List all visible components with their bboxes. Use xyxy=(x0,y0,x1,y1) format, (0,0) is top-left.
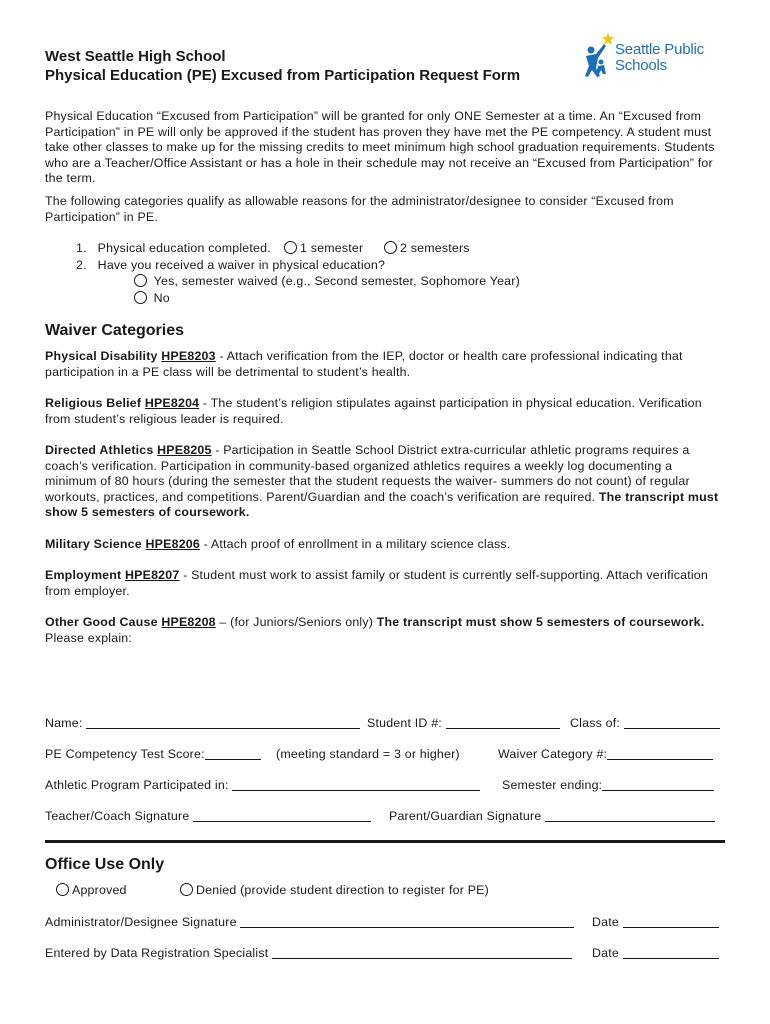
class-of-label: Class of: xyxy=(570,716,621,730)
waiver-name: Other Good Cause xyxy=(45,615,158,629)
waiver-name: Military Science xyxy=(45,537,142,551)
waiver-code: HPE8207 xyxy=(125,568,180,582)
admin-signature-field[interactable] xyxy=(45,915,574,929)
entered-date-field[interactable] xyxy=(592,946,719,960)
q1-option-1[interactable] xyxy=(284,241,363,255)
teacher-signature-label: Teacher/Coach Signature xyxy=(45,809,190,823)
waiver-name: Religious Belief xyxy=(45,396,142,410)
school-name: West Seattle High School xyxy=(45,48,226,65)
q2-option-no[interactable] xyxy=(134,291,170,305)
waiver-code: HPE8206 xyxy=(145,537,200,551)
parent-signature-line[interactable] xyxy=(545,821,715,822)
waiver-code: HPE8204 xyxy=(144,396,200,410)
semester-ending-field[interactable] xyxy=(502,778,714,792)
class-of-line[interactable] xyxy=(624,728,720,729)
radio-yes-waived[interactable] xyxy=(134,274,147,287)
pe-score-field[interactable] xyxy=(45,747,261,761)
question-1-text: Physical education completed. xyxy=(97,241,271,255)
waiver-text: - Attach verification from the IEP, doctor or health care professional indicating that participation in a PE class will be detrimental to student’s health. xyxy=(45,349,683,379)
intro-paragraph-1: Physical Education “Excused from Participation” will be granted for only ONE Semester at a time. An “Excused from Participation” in PE will only be approved if the student has proven they have met the PE competency. A student must take other classes to make up for the missing credits to meet minimum high school graduation requirements. Students who are a Teacher/Office Assistant or has a hole in their schedule may not receive an “Excused from Participation” for the term. xyxy=(45,109,715,185)
radio-2-semesters[interactable] xyxy=(384,241,397,254)
name-field[interactable] xyxy=(45,716,360,730)
waiver-text: - The student’s religion stipulates against participation in physical education. Verification from student’s religious leader is required. xyxy=(45,396,702,426)
entered-by-line[interactable] xyxy=(272,958,572,959)
semester-ending-line[interactable] xyxy=(602,790,714,791)
admin-signature-line[interactable] xyxy=(240,927,574,928)
athletic-program-field[interactable] xyxy=(45,778,480,792)
waiver-name: Employment xyxy=(45,568,122,582)
waiver-transcript-note: The transcript must show 5 semesters of coursework. xyxy=(45,489,719,519)
logo-line-1: Seattle Public xyxy=(615,41,704,58)
teacher-signature-line[interactable] xyxy=(193,821,371,822)
office-use-heading: Office Use Only xyxy=(45,856,165,873)
entered-date-line[interactable] xyxy=(623,958,719,959)
district-logo xyxy=(582,30,722,82)
waiver-code: HPE8205 xyxy=(157,443,212,457)
student-id-line[interactable] xyxy=(446,728,560,729)
denied-option[interactable] xyxy=(180,883,489,897)
approved-option[interactable] xyxy=(56,883,127,897)
please-explain-label: Please explain: xyxy=(45,630,133,645)
section-divider xyxy=(45,840,725,843)
waiver-transcript-note: The transcript must show 5 semesters of coursework. xyxy=(376,615,705,629)
student-id-field[interactable] xyxy=(367,716,560,730)
student-id-label: Student ID #: xyxy=(367,716,442,730)
waiver-text: - Attach proof of enrollment in a military science class. xyxy=(199,537,511,551)
pe-score-label: PE Competency Test Score: xyxy=(45,747,205,761)
waiver-category-field[interactable] xyxy=(498,747,713,761)
name-line[interactable] xyxy=(86,728,360,729)
waiver-categories-heading: Waiver Categories xyxy=(45,322,185,339)
waiver-code: HPE8208 xyxy=(161,615,216,629)
approved-label: Approved xyxy=(72,883,127,897)
seattle-public-schools-logo-icon xyxy=(582,30,616,82)
semester-ending-label: Semester ending: xyxy=(502,778,603,792)
question-2-number: 2. xyxy=(76,258,87,272)
admin-date-line[interactable] xyxy=(623,927,719,928)
pe-score-line[interactable] xyxy=(205,759,261,760)
waiver-text: - Participation in Seattle School District extra-curricular athletic programs requires a coach’s verification. Participation in community-based organized athletics requires a weekly log documenting a minimum of 80 hours (during the semester that the student requests the waiver- summers do not count) of regular workouts, practices, and competitions. Parent/Guardian and the coach’s verification are required. xyxy=(45,443,690,504)
waiver-religious-belief xyxy=(45,396,725,427)
parent-signature-label: Parent/Guardian Signature xyxy=(389,809,542,823)
waiver-directed-athletics xyxy=(45,443,725,521)
intro-paragraph-2: The following categories qualify as allowable reasons for the administrator/designee to consider “Excused from Participation” in PE. xyxy=(45,194,674,224)
waiver-code: HPE8203 xyxy=(161,349,216,363)
waiver-other-good-cause xyxy=(45,615,725,646)
q2-option-no-label: No xyxy=(153,291,170,305)
q1-option-1-label: 1 semester xyxy=(300,241,364,255)
question-1-number: 1. xyxy=(76,241,87,255)
waiver-name: Physical Disability xyxy=(45,349,158,363)
waiver-text: – (for Juniors/Seniors only) xyxy=(215,615,377,629)
athletic-program-line[interactable] xyxy=(232,790,480,791)
logo-line-2: Schools xyxy=(615,57,667,74)
athletic-program-label: Athletic Program Participated in: xyxy=(45,778,229,792)
q1-option-2[interactable] xyxy=(384,241,470,255)
question-2 xyxy=(76,258,385,272)
waiver-category-label: Waiver Category #: xyxy=(498,747,608,761)
question-1 xyxy=(76,241,271,255)
waiver-military-science xyxy=(45,537,725,553)
radio-no[interactable] xyxy=(134,291,147,304)
waiver-name: Directed Athletics xyxy=(45,443,154,457)
q2-option-yes-label: Yes, semester waived (e.g., Second semester, Sophomore Year) xyxy=(153,274,520,288)
entered-by-label: Entered by Data Registration Specialist xyxy=(45,946,269,960)
name-label: Name: xyxy=(45,716,83,730)
radio-1-semester[interactable] xyxy=(284,241,297,254)
denied-label: Denied (provide student direction to register for PE) xyxy=(196,883,489,897)
waiver-text: - Student must work to assist family or student is currently self-supporting. Attach verification from employer. xyxy=(45,568,708,598)
q1-option-2-label: 2 semesters xyxy=(400,241,470,255)
waiver-physical-disability xyxy=(45,349,725,380)
waiver-employment xyxy=(45,568,725,599)
teacher-signature-field[interactable] xyxy=(45,809,371,823)
meeting-standard-note: (meeting standard = 3 or higher) xyxy=(276,747,460,761)
entered-date-label: Date xyxy=(592,946,619,960)
radio-approved[interactable] xyxy=(56,883,69,896)
question-2-text: Have you received a waiver in physical education? xyxy=(97,258,386,272)
waiver-category-line[interactable] xyxy=(607,759,713,760)
admin-date-field[interactable] xyxy=(592,915,719,929)
admin-date-label: Date xyxy=(592,915,619,929)
parent-signature-field[interactable] xyxy=(389,809,715,823)
q2-option-yes[interactable] xyxy=(134,274,520,288)
radio-denied[interactable] xyxy=(180,883,193,896)
form-title: Physical Education (PE) Excused from Participation Request Form xyxy=(45,67,521,84)
logo-text xyxy=(615,42,704,74)
class-of-field[interactable] xyxy=(570,716,720,730)
entered-by-field[interactable] xyxy=(45,946,572,960)
form-header xyxy=(45,47,520,85)
admin-signature-label: Administrator/Designee Signature xyxy=(45,915,237,929)
